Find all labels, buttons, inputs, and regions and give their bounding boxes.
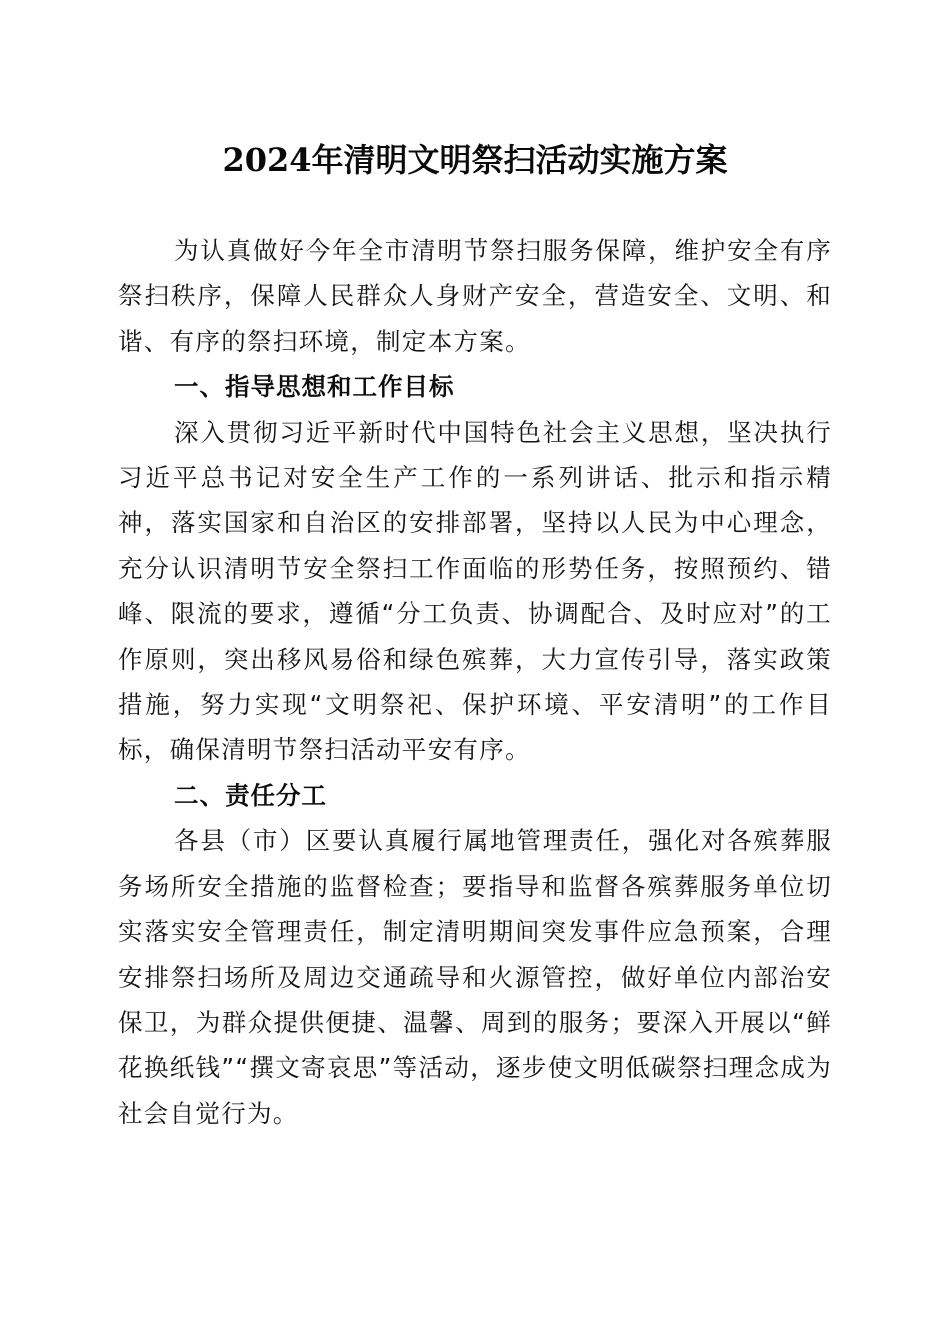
section-heading-guiding-ideology: 一、指导思想和工作目标 [174,372,455,402]
intro-paragraph: 为认真做好今年全市清明节祭扫服务保障，维护安全有序祭扫秩序，保障人民群众人身财产安全，营造安全、文明、和谐、有序的祭扫环境，制定本方案。 [118,236,832,356]
section-paragraph-responsibility: 各县（市）区要认真履行属地管理责任，强化对各殡葬服务场所安全措施的监督检查；要指导和监督各殡葬服务单位切实落实安全管理责任，制定清明期间突发事件应急预案，合理安排祭扫场所及周边交通疏导和火源管控，做好单位内部治安保卫，为群众提供便捷、温馨、周到的服务；要深入开展以“鲜花换纸钱”“撰文寄哀思”等活动，逐步使文明低碳祭扫理念成为社会自觉行为。 [118,826,832,1128]
section-paragraph-guiding-ideology: 深入贯彻习近平新时代中国特色社会主义思想，坚决执行习近平总书记对安全生产工作的一系列讲话、批示和指示精神，落实国家和自治区的安排部署，坚持以人民为中心理念，充分认识清明节安全祭扫工作面临的形势任务，按照预约、错峰、限流的要求，遵循“分工负责、协调配合、及时应对”的工作原则，突出移风易俗和绿色殡葬，大力宣传引导，落实政策措施，努力实现“文明祭祀、保护环境、平安清明”的工作目标，确保清明节祭扫活动平安有序。 [118,417,832,765]
section-heading-responsibility: 二、责任分工 [174,780,327,810]
document-body [118,228,832,1136]
document-title: 2024年清明文明祭扫活动实施方案 [222,141,728,179]
